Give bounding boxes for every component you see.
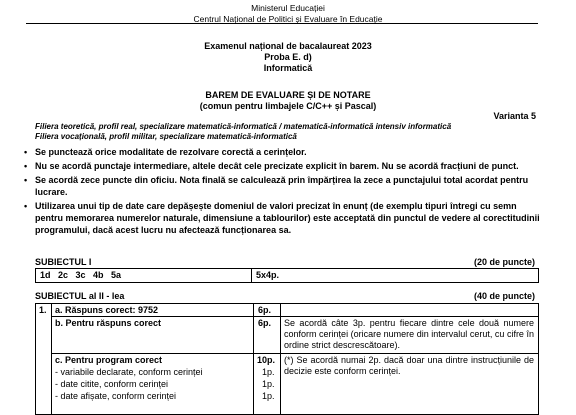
bullet-icon: • — [24, 175, 28, 185]
subject2-table — [35, 303, 539, 415]
subject1-answers: 1d 2c 3c 4b 5a — [40, 270, 122, 280]
bullet-icon: • — [24, 201, 28, 211]
variant-label: Varianta 5 — [493, 111, 536, 121]
rule-text: Se acordă zece puncte din oficiu. Nota finală se calculează prin împărțirea la zece a punctajului total acordat pentru lucrare. — [35, 175, 529, 197]
section-title: SUBIECTUL al II - lea — [35, 291, 125, 301]
subject1-answers-row — [35, 268, 539, 283]
exam-title-block — [0, 41, 576, 74]
row-b-label: b. Pentru răspuns corect — [55, 318, 162, 328]
row-divider — [51, 353, 538, 354]
rule-text: Utilizarea unui tip de date care depășește domeniul de valori precizat în enunț (de exemplu tipuri întregi cu semn pentru memorarea numerelor naturale, dimensiune a tablourilor) este acceptată din punctul de vedere al corectitudinii programului, dacă acest lucru nu afectează funcționarea sa. — [35, 201, 540, 235]
row-c-note: (*) Se acordă numai 2p. dacă doar una dintre instrucțiunile de decizie este conform cerinței. — [284, 355, 534, 376]
row-c-points: 10p. — [257, 355, 276, 365]
row-c-subitem-label: - variabile declarate, conform cerinței — [55, 367, 203, 377]
subject1-answer-points: 5x4p. — [256, 270, 280, 280]
filiere-block — [35, 122, 451, 142]
section-heading — [35, 257, 535, 267]
col-divider — [280, 304, 281, 414]
section-title: SUBIECTUL I — [35, 257, 92, 267]
bullet-icon: • — [24, 147, 28, 157]
col-divider — [51, 304, 52, 414]
row-c-subitem-label: - date citite, conform cerinței — [55, 379, 169, 389]
row-c-subitem-points: 1p. — [262, 379, 275, 389]
header-divider — [26, 23, 538, 24]
cell-divider — [251, 269, 252, 282]
rule-text: Se punctează orice modalitate de rezolvare corectă a cerințelor. — [35, 147, 307, 157]
rule-item — [22, 200, 542, 236]
bullet-icon: • — [24, 161, 28, 171]
section-heading — [35, 291, 535, 301]
document-header — [0, 3, 576, 25]
barem-title-block — [0, 90, 576, 112]
row-c-label: c. Pentru program corect — [55, 355, 163, 365]
row-c-subitem-points: 1p. — [262, 367, 275, 377]
barem-title: BAREM DE EVALUARE ȘI DE NOTARE — [205, 90, 371, 100]
rule-item — [22, 174, 542, 198]
row-a-label: a. Răspuns corect: 9752 — [55, 305, 159, 315]
section-points: (40 de puncte) — [473, 291, 535, 301]
rule-item — [22, 160, 542, 172]
exam-subject: Informatică — [263, 63, 313, 73]
rule-item — [22, 146, 542, 158]
row-b-note: Se acordă câte 3p. pentru fiecare dintre cele două numere conform cerinței (oricare numere din intervalul cerut, cu cifre în ordine strict descrescătoare). — [284, 318, 534, 350]
exam-proba: Proba E. d) — [264, 52, 312, 62]
rule-text: Nu se acordă punctaje intermediare, altele decât cele precizate explicit în barem. Nu se acordă fracțiuni de punct. — [35, 161, 519, 171]
section-points: (20 de puncte) — [473, 257, 535, 267]
barem-subtitle: (comun pentru limbajele C/C++ și Pascal) — [199, 101, 377, 111]
row-c-subitem-label: - date afișate, conform cerinței — [55, 391, 177, 401]
grading-rules — [22, 146, 542, 238]
center-name: Centrul Național de Politici și Evaluare în Educație — [193, 14, 383, 24]
exam-title: Examenul național de bacalaureat 2023 — [204, 41, 372, 51]
item-number: 1. — [39, 305, 47, 315]
row-divider — [51, 316, 538, 317]
filiera-line: Filiera teoretică, profil real, specializare matematică-informatică / matematică-informatică intensiv informatică — [35, 122, 452, 131]
row-a-points: 6p. — [258, 305, 272, 315]
row-b-points: 6p. — [258, 318, 272, 328]
filiera-line: Filiera vocațională, profil militar, specializare matematică-informatică — [35, 132, 297, 141]
row-c-subitem-points: 1p. — [262, 391, 275, 401]
col-divider — [253, 304, 254, 414]
ministry-name: Ministerul Educației — [251, 3, 325, 13]
